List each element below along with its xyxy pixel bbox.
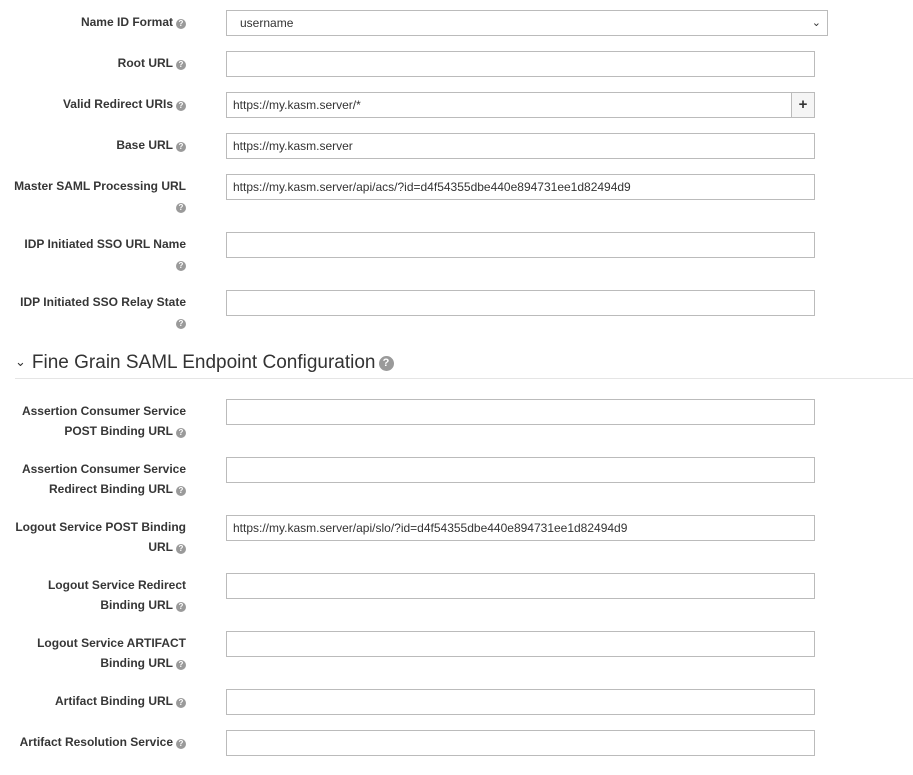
fine-grain-section-header[interactable] xyxy=(15,350,913,379)
base-url-input[interactable] xyxy=(227,134,814,158)
field-label: Logout Service POST Binding URL xyxy=(15,520,186,554)
acs-redirect-binding-input[interactable] xyxy=(227,458,814,482)
help-icon[interactable]: ? xyxy=(176,739,186,749)
field-label: Assertion Consumer Service Redirect Binding URL xyxy=(21,462,186,496)
idp-sso-url-name-input[interactable] xyxy=(227,233,814,257)
help-icon[interactable]: ? xyxy=(176,428,186,438)
help-icon[interactable]: ? xyxy=(379,356,394,371)
help-icon[interactable]: ? xyxy=(176,60,186,70)
acs-post-binding-input[interactable] xyxy=(227,400,814,424)
help-icon[interactable]: ? xyxy=(176,544,186,554)
field-label: Artifact Binding URL xyxy=(55,694,173,708)
help-icon[interactable]: ? xyxy=(176,261,186,271)
field-label: IDP Initiated SSO Relay State xyxy=(20,295,186,309)
logout-post-binding-input[interactable] xyxy=(227,516,814,540)
field-label: Artifact Resolution Service xyxy=(19,735,173,749)
help-icon[interactable]: ? xyxy=(176,101,186,111)
help-icon[interactable]: ? xyxy=(176,19,186,29)
name-id-format-select[interactable] xyxy=(226,10,828,36)
idp-sso-relay-state-input[interactable] xyxy=(227,291,814,315)
valid-redirect-uris-input[interactable] xyxy=(227,93,791,117)
field-label: Base URL xyxy=(116,138,173,152)
help-icon[interactable]: ? xyxy=(176,698,186,708)
artifact-resolution-service-input[interactable] xyxy=(227,731,814,755)
field-label: Name ID Format xyxy=(80,15,173,29)
artifact-binding-url-input[interactable] xyxy=(227,690,814,714)
help-icon[interactable]: ? xyxy=(176,602,186,612)
selected-value: username xyxy=(240,16,294,30)
help-icon[interactable]: ? xyxy=(176,203,186,213)
help-icon[interactable]: ? xyxy=(176,319,186,329)
field-label: Assertion Consumer Service POST Binding URL xyxy=(21,404,186,438)
help-icon[interactable]: ? xyxy=(176,660,186,670)
chevron-down-icon: ⌄ xyxy=(811,17,821,29)
field-label: Master SAML Processing URL xyxy=(14,179,186,193)
help-icon[interactable]: ? xyxy=(176,142,186,152)
chevron-down-icon[interactable]: ⌄ xyxy=(15,354,26,369)
field-label: Root URL xyxy=(117,56,173,70)
add-redirect-uri-button[interactable]: + xyxy=(791,93,814,117)
field-label: Logout Service Redirect Binding URL xyxy=(47,578,186,612)
section-title: Fine Grain SAML Endpoint Configuration xyxy=(31,352,376,373)
field-label: IDP Initiated SSO URL Name xyxy=(24,237,186,251)
master-saml-processing-url-input[interactable] xyxy=(227,175,814,199)
logout-redirect-binding-input[interactable] xyxy=(227,574,814,598)
help-icon[interactable]: ? xyxy=(176,486,186,496)
logout-artifact-binding-input[interactable] xyxy=(227,632,814,656)
root-url-input[interactable] xyxy=(227,52,814,76)
field-label: Logout Service ARTIFACT Binding URL xyxy=(37,636,186,670)
field-label: Valid Redirect URIs xyxy=(62,97,173,111)
